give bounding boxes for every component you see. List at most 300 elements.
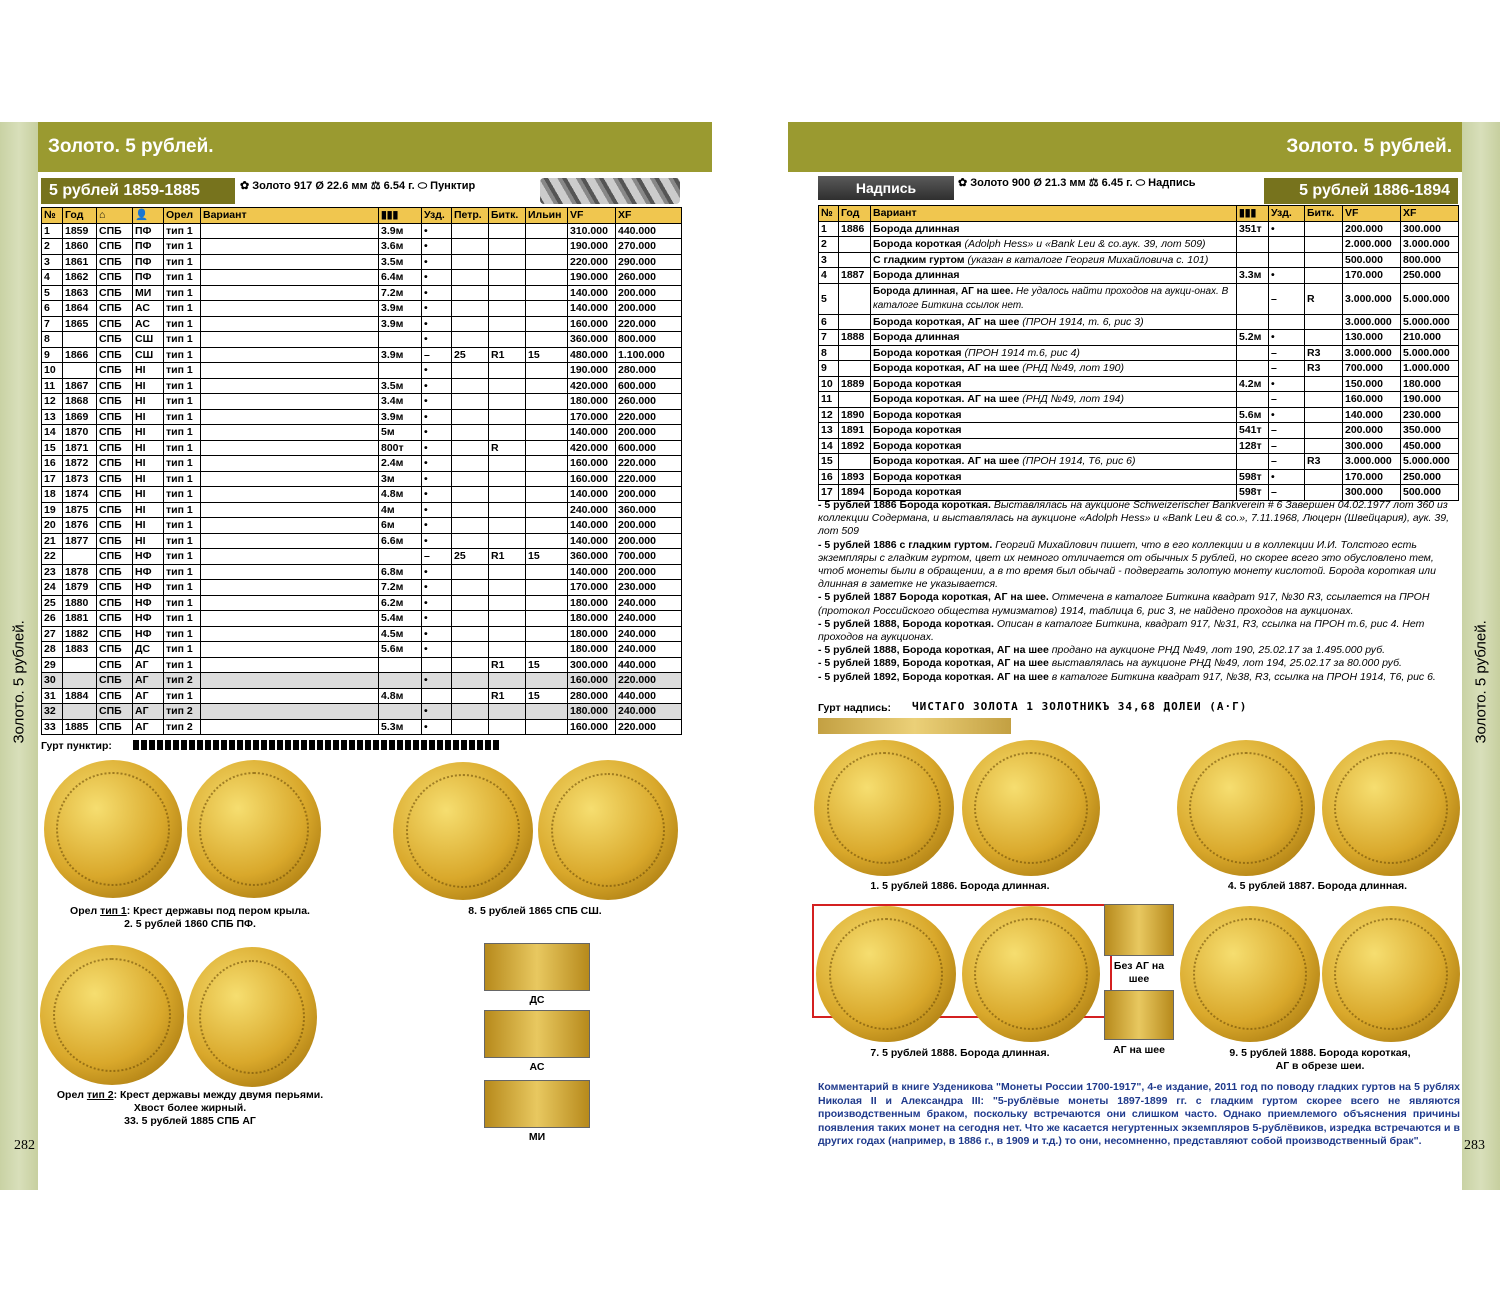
left-cell: 7 (42, 316, 63, 332)
left-cell (452, 564, 489, 580)
left-cell: 5.6м (379, 642, 422, 658)
right-cell: Борода длинная (871, 330, 1237, 346)
left-cell: 1868 (63, 394, 97, 410)
right-cell (839, 345, 871, 361)
right-cell: 2.000.000 (1343, 237, 1401, 253)
left-cell: 1877 (63, 533, 97, 549)
left-cell: тип 1 (164, 518, 201, 534)
left-cell: 7.2м (379, 580, 422, 596)
left-cell (526, 316, 568, 332)
left-cell: тип 1 (164, 378, 201, 394)
right-cell: R (1305, 283, 1343, 314)
right-cell: 150.000 (1343, 376, 1401, 392)
left-cell: • (422, 487, 452, 503)
left-cell: 1866 (63, 347, 97, 363)
right-cell: 3 (819, 252, 839, 268)
note-paragraph: - 5 рублей 1886 с гладким гуртом. Георгий Михайлович пишет, что в его коллекции и в коллекции И.И. Толстого есть экземпляры с гладким гуртом, цвет их немного отличается от обычных 5 рублей, но скорее всего это обусловлено тем, чтоб монеты были в обращении, а в то время был обычай - подвергать золотую монету кислотой. Борода короткая или длинная в заметке не указывается. (818, 538, 1436, 591)
left-cell (452, 673, 489, 689)
left-cell: 160.000 (568, 719, 616, 735)
left-col-2: ⌂ (97, 208, 133, 224)
left-col-10: Ильин (526, 208, 568, 224)
right-cell: 210.000 (1401, 330, 1459, 346)
left-cell: СПБ (97, 719, 133, 735)
left-col-6: ▮▮▮ (379, 208, 422, 224)
right-cell: 1 (819, 221, 839, 237)
left-cell: 25 (42, 595, 63, 611)
right-cell (839, 237, 871, 253)
left-cell (489, 595, 526, 611)
left-cell: 1861 (63, 254, 97, 270)
left-cell (452, 378, 489, 394)
left-cell: 3.5м (379, 378, 422, 394)
coin-1860-obverse (44, 760, 182, 898)
left-cell: тип 1 (164, 471, 201, 487)
left-cell: 300.000 (568, 657, 616, 673)
left-cell (489, 611, 526, 627)
right-table-row (819, 345, 1459, 361)
coin-1885-reverse (187, 947, 317, 1087)
left-cell (201, 409, 379, 425)
note-paragraph: - 5 рублей 1889, Борода короткая, АГ на шее выставлялась на аукционе РНД №49, лот 194, 25.02.17 за 80.000 руб. (818, 657, 1402, 670)
left-table-row (42, 316, 682, 332)
left-table-row (42, 409, 682, 425)
left-cell: 6.8м (379, 564, 422, 580)
right-cell (1269, 314, 1305, 330)
left-cell: • (422, 223, 452, 239)
zoom-ag (1104, 990, 1174, 1040)
right-table-row (819, 438, 1459, 454)
right-cell: 190.000 (1401, 392, 1459, 408)
left-cell (526, 611, 568, 627)
left-cell: СПБ (97, 673, 133, 689)
left-cell (452, 239, 489, 255)
left-cell: тип 1 (164, 487, 201, 503)
left-cell: 260.000 (616, 394, 682, 410)
mintmark-strip-as (484, 1010, 590, 1058)
left-cell (526, 378, 568, 394)
left-cell: 14 (42, 425, 63, 441)
left-cell: СПБ (97, 440, 133, 456)
left-table-row (42, 332, 682, 348)
left-cell: 140.000 (568, 533, 616, 549)
right-cell: 5.000.000 (1401, 283, 1459, 314)
edge-sample-image (540, 178, 680, 204)
right-col-3: ▮▮▮ (1237, 206, 1269, 222)
caption-1886: 1. 5 рублей 1886. Борода длинная. (870, 880, 1050, 892)
right-cell (839, 392, 871, 408)
left-cell: СПБ (97, 332, 133, 348)
right-cell: 3.3м (1237, 268, 1269, 284)
left-cell: 6.2м (379, 595, 422, 611)
right-cell: Борода короткая (871, 376, 1237, 392)
left-cell (489, 409, 526, 425)
coin-1865-obverse (393, 762, 533, 900)
left-cell: • (422, 456, 452, 472)
right-table-row (819, 469, 1459, 485)
right-cell: 1886 (839, 221, 871, 237)
left-cell (63, 704, 97, 720)
left-cell: 5м (379, 425, 422, 441)
left-table-row (42, 270, 682, 286)
left-cell: R1 (489, 549, 526, 565)
edge-dotted-sample (133, 740, 499, 750)
left-cell: тип 1 (164, 549, 201, 565)
left-cell (489, 719, 526, 735)
left-cell: СПБ (97, 409, 133, 425)
left-cell: 1.100.000 (616, 347, 682, 363)
caption-type2: Орел тип 2: Крест державы между двумя перьями. Хвост более жирный. 33. 5 рублей 1885 СПБ АГ (56, 1089, 324, 1127)
right-cell (1305, 237, 1343, 253)
left-cell: тип 1 (164, 347, 201, 363)
left-cell (201, 595, 379, 611)
left-cell: НІ (133, 471, 164, 487)
left-cell: 360.000 (568, 332, 616, 348)
left-cell (526, 642, 568, 658)
left-cell: R1 (489, 347, 526, 363)
right-cell: 500.000 (1343, 252, 1401, 268)
left-table-row (42, 363, 682, 379)
left-table-row (42, 673, 682, 689)
left-cell: 220.000 (616, 409, 682, 425)
left-cell (526, 394, 568, 410)
left-cell: тип 1 (164, 580, 201, 596)
right-cell (1237, 237, 1269, 253)
right-cell: – (1269, 454, 1305, 470)
right-cell: 180.000 (1401, 376, 1459, 392)
left-cell: тип 1 (164, 301, 201, 317)
left-cell: 220.000 (616, 673, 682, 689)
left-cell: 600.000 (616, 440, 682, 456)
right-cell: Борода короткая (871, 485, 1237, 501)
left-cell: НФ (133, 580, 164, 596)
right-cell: – (1269, 392, 1305, 408)
right-cell (1237, 454, 1269, 470)
left-cell (201, 440, 379, 456)
coin-1888-short-reverse (1322, 906, 1460, 1042)
left-cell (526, 363, 568, 379)
left-cell: 1882 (63, 626, 97, 642)
right-col-5: Битк. (1305, 206, 1343, 222)
right-cell: 5 (819, 283, 839, 314)
left-cell: тип 1 (164, 595, 201, 611)
right-cell: 5.2м (1237, 330, 1269, 346)
right-cell: 10 (819, 376, 839, 392)
left-cell: 420.000 (568, 440, 616, 456)
left-cell: НІ (133, 378, 164, 394)
left-cell (63, 363, 97, 379)
right-cell: 7 (819, 330, 839, 346)
left-cell: 240.000 (616, 611, 682, 627)
right-cell: • (1269, 221, 1305, 237)
left-cell: СПБ (97, 347, 133, 363)
left-table-row (42, 440, 682, 456)
left-col-1: Год (63, 208, 97, 224)
right-cell (1237, 345, 1269, 361)
left-cell: 280.000 (568, 688, 616, 704)
right-page-number: 283 (1464, 1138, 1485, 1153)
note-paragraph: - 5 рублей 1888, Борода короткая. Описан в каталоге Биткина, квадрат 917, №31, R3, ссылка на ПРОН т.6, рис 4. Нет проходов на аукционах. (818, 617, 1425, 644)
left-cell: • (422, 471, 452, 487)
left-cell (489, 533, 526, 549)
right-cell: 3.000.000 (1401, 237, 1459, 253)
right-cell: – (1269, 423, 1305, 439)
right-cell: 450.000 (1401, 438, 1459, 454)
right-cell (1305, 438, 1343, 454)
left-table (41, 207, 682, 735)
right-cell: Борода короткая (871, 438, 1237, 454)
left-cell: • (422, 719, 452, 735)
left-cell: СШ (133, 332, 164, 348)
left-cell: • (422, 316, 452, 332)
left-cell: тип 1 (164, 657, 201, 673)
left-cell (526, 518, 568, 534)
right-header: Золото. 5 рублей. (788, 122, 1462, 172)
left-cell (201, 673, 379, 689)
left-cell (201, 363, 379, 379)
left-cell (489, 239, 526, 255)
left-cell: СПБ (97, 626, 133, 642)
right-cell (1305, 376, 1343, 392)
right-cell: 5.000.000 (1401, 345, 1459, 361)
left-cell (201, 518, 379, 534)
left-cell: СШ (133, 347, 164, 363)
left-cell (489, 254, 526, 270)
left-cell: тип 1 (164, 626, 201, 642)
left-cell (201, 533, 379, 549)
left-cell: 310.000 (568, 223, 616, 239)
right-cell: 130.000 (1343, 330, 1401, 346)
left-cell (452, 595, 489, 611)
coin-1888-long-obverse (816, 906, 956, 1042)
left-cell (452, 316, 489, 332)
left-cell (452, 487, 489, 503)
left-cell: СПБ (97, 518, 133, 534)
left-cell: АГ (133, 673, 164, 689)
right-cell (1305, 407, 1343, 423)
right-table-row (819, 407, 1459, 423)
left-cell: НІ (133, 456, 164, 472)
left-col-3: 👤 (133, 208, 164, 224)
left-cell (489, 270, 526, 286)
left-cell: 21 (42, 533, 63, 549)
right-cell: 300.000 (1401, 221, 1459, 237)
right-notes (818, 499, 1454, 684)
right-table-row (819, 454, 1459, 470)
left-cell: • (422, 626, 452, 642)
left-cell: СПБ (97, 363, 133, 379)
right-cell: 14 (819, 438, 839, 454)
left-cell (452, 704, 489, 720)
left-cell (526, 564, 568, 580)
left-cell: СПБ (97, 688, 133, 704)
left-cell: 3.9м (379, 347, 422, 363)
left-cell: – (422, 549, 452, 565)
left-cell: 420.000 (568, 378, 616, 394)
left-cell: 6 (42, 301, 63, 317)
mintmark-strip-ds (484, 943, 590, 991)
left-cell: 15 (526, 688, 568, 704)
left-cell (452, 626, 489, 642)
left-table-row (42, 285, 682, 301)
left-cell: 1 (42, 223, 63, 239)
left-cell: МИ (133, 285, 164, 301)
left-cell: 140.000 (568, 425, 616, 441)
left-table-row (42, 254, 682, 270)
label-ag: АГ на шее (1113, 1044, 1165, 1056)
right-cell: Борода короткая, АГ на шее (РНД №49, лот 190) (871, 361, 1237, 377)
left-cell: 3.9м (379, 316, 422, 332)
left-cell (201, 456, 379, 472)
right-cell: 6 (819, 314, 839, 330)
right-cell: – (1269, 485, 1305, 501)
left-cell: 3.5м (379, 254, 422, 270)
left-cell: АГ (133, 704, 164, 720)
right-cell: 1891 (839, 423, 871, 439)
left-cell: 180.000 (568, 642, 616, 658)
right-table-row (819, 252, 1459, 268)
left-cell: СПБ (97, 456, 133, 472)
left-cell: 1865 (63, 316, 97, 332)
left-cell (201, 611, 379, 627)
left-cell: 16 (42, 456, 63, 472)
right-cell: 4 (819, 268, 839, 284)
right-cell: Борода длинная (871, 221, 1237, 237)
left-cell: 200.000 (616, 564, 682, 580)
left-cell: тип 1 (164, 502, 201, 518)
left-cell (452, 456, 489, 472)
left-cell: 4.8м (379, 487, 422, 503)
right-cell (839, 283, 871, 314)
left-cell: 240.000 (616, 626, 682, 642)
right-cell: – (1269, 283, 1305, 314)
left-col-8: Петр. (452, 208, 489, 224)
zoom-no-ag (1104, 904, 1174, 956)
left-cell (63, 657, 97, 673)
left-cell (379, 657, 422, 673)
left-cell: 200.000 (616, 285, 682, 301)
right-section-title: 5 рублей 1886-1894 (1264, 178, 1458, 204)
left-cell: • (422, 502, 452, 518)
left-cell: НФ (133, 564, 164, 580)
left-cell: СПБ (97, 254, 133, 270)
left-cell: 15 (526, 657, 568, 673)
left-cell (201, 254, 379, 270)
left-cell (452, 409, 489, 425)
right-cell (1305, 485, 1343, 501)
left-cell: 3.9м (379, 223, 422, 239)
left-cell: • (422, 673, 452, 689)
left-cell: • (422, 285, 452, 301)
left-cell: 6.4м (379, 270, 422, 286)
right-cell: 160.000 (1343, 392, 1401, 408)
left-cell: 200.000 (616, 301, 682, 317)
right-cell: 1.000.000 (1401, 361, 1459, 377)
left-table-row (42, 502, 682, 518)
left-cell (201, 301, 379, 317)
right-col-4: Узд. (1269, 206, 1305, 222)
coin-1886-obverse (814, 740, 954, 876)
right-cell: 170.000 (1343, 469, 1401, 485)
left-cell: 1871 (63, 440, 97, 456)
note-paragraph: - 5 рублей 1886 Борода короткая. Выставлялась на аукционе Schweizerischer Bankverein # 6 Завершен 04.02.1977 лот 360 из коллекции Содермана, и выставлялась на аукционе «Adolph Hess» и «Bank Leu & co.», 7.11.1968, Люцерн (Швейцария), аук. 39, лот 509 (818, 499, 1449, 538)
right-cell: 351т (1237, 221, 1269, 237)
left-cell (489, 580, 526, 596)
left-cell: ПФ (133, 270, 164, 286)
left-cell: СПБ (97, 239, 133, 255)
left-cell: 360.000 (616, 502, 682, 518)
left-cell: НФ (133, 549, 164, 565)
left-cell: 220.000 (616, 471, 682, 487)
left-cell: тип 2 (164, 719, 201, 735)
left-cell: СПБ (97, 502, 133, 518)
left-cell: 1880 (63, 595, 97, 611)
right-cell: • (1269, 268, 1305, 284)
right-cell: 1893 (839, 469, 871, 485)
left-table-row (42, 611, 682, 627)
left-cell: тип 1 (164, 456, 201, 472)
caption-1888-short: 9. 5 рублей 1888. Борода короткая, АГ в обрезе шеи. (1229, 1047, 1411, 1072)
right-cell: 17 (819, 485, 839, 501)
left-cell: 170.000 (568, 409, 616, 425)
left-cell: 140.000 (568, 518, 616, 534)
left-cell: 200.000 (616, 533, 682, 549)
left-cell: 1863 (63, 285, 97, 301)
left-cell (201, 425, 379, 441)
coin-1885-obverse (40, 945, 184, 1085)
left-cell: СПБ (97, 549, 133, 565)
left-cell (452, 719, 489, 735)
right-cell: 140.000 (1343, 407, 1401, 423)
left-cell: АС (133, 316, 164, 332)
label-ds: ДС (529, 994, 545, 1006)
left-cell (489, 704, 526, 720)
right-cell (1305, 221, 1343, 237)
left-cell: 19 (42, 502, 63, 518)
right-cell: 700.000 (1343, 361, 1401, 377)
right-col-0: № (819, 206, 839, 222)
left-cell (452, 270, 489, 286)
left-cell: 26 (42, 611, 63, 627)
left-cell: 6м (379, 518, 422, 534)
left-cell (489, 471, 526, 487)
left-cell: тип 1 (164, 440, 201, 456)
left-cell: 15 (526, 347, 568, 363)
right-cell: 1888 (839, 330, 871, 346)
left-cell: 220.000 (616, 456, 682, 472)
left-cell: тип 1 (164, 642, 201, 658)
coin-1860-reverse (187, 760, 321, 898)
left-cell: 5 (42, 285, 63, 301)
right-cell (839, 454, 871, 470)
left-table-row (42, 704, 682, 720)
left-cell (489, 626, 526, 642)
right-cell: 2 (819, 237, 839, 253)
left-cell (526, 471, 568, 487)
left-cell: 280.000 (616, 363, 682, 379)
right-cell (1305, 314, 1343, 330)
left-cell (526, 487, 568, 503)
left-side-label: Золото. 5 рублей. (10, 620, 28, 744)
right-cell: Борода длинная (871, 268, 1237, 284)
left-cell: 25 (452, 347, 489, 363)
caption-1865: 8. 5 рублей 1865 СПБ СШ. (468, 905, 602, 917)
left-cell (526, 223, 568, 239)
left-cell (201, 626, 379, 642)
left-cell: 20 (42, 518, 63, 534)
left-cell: 9 (42, 347, 63, 363)
left-cell: 29 (42, 657, 63, 673)
left-cell: 1873 (63, 471, 97, 487)
